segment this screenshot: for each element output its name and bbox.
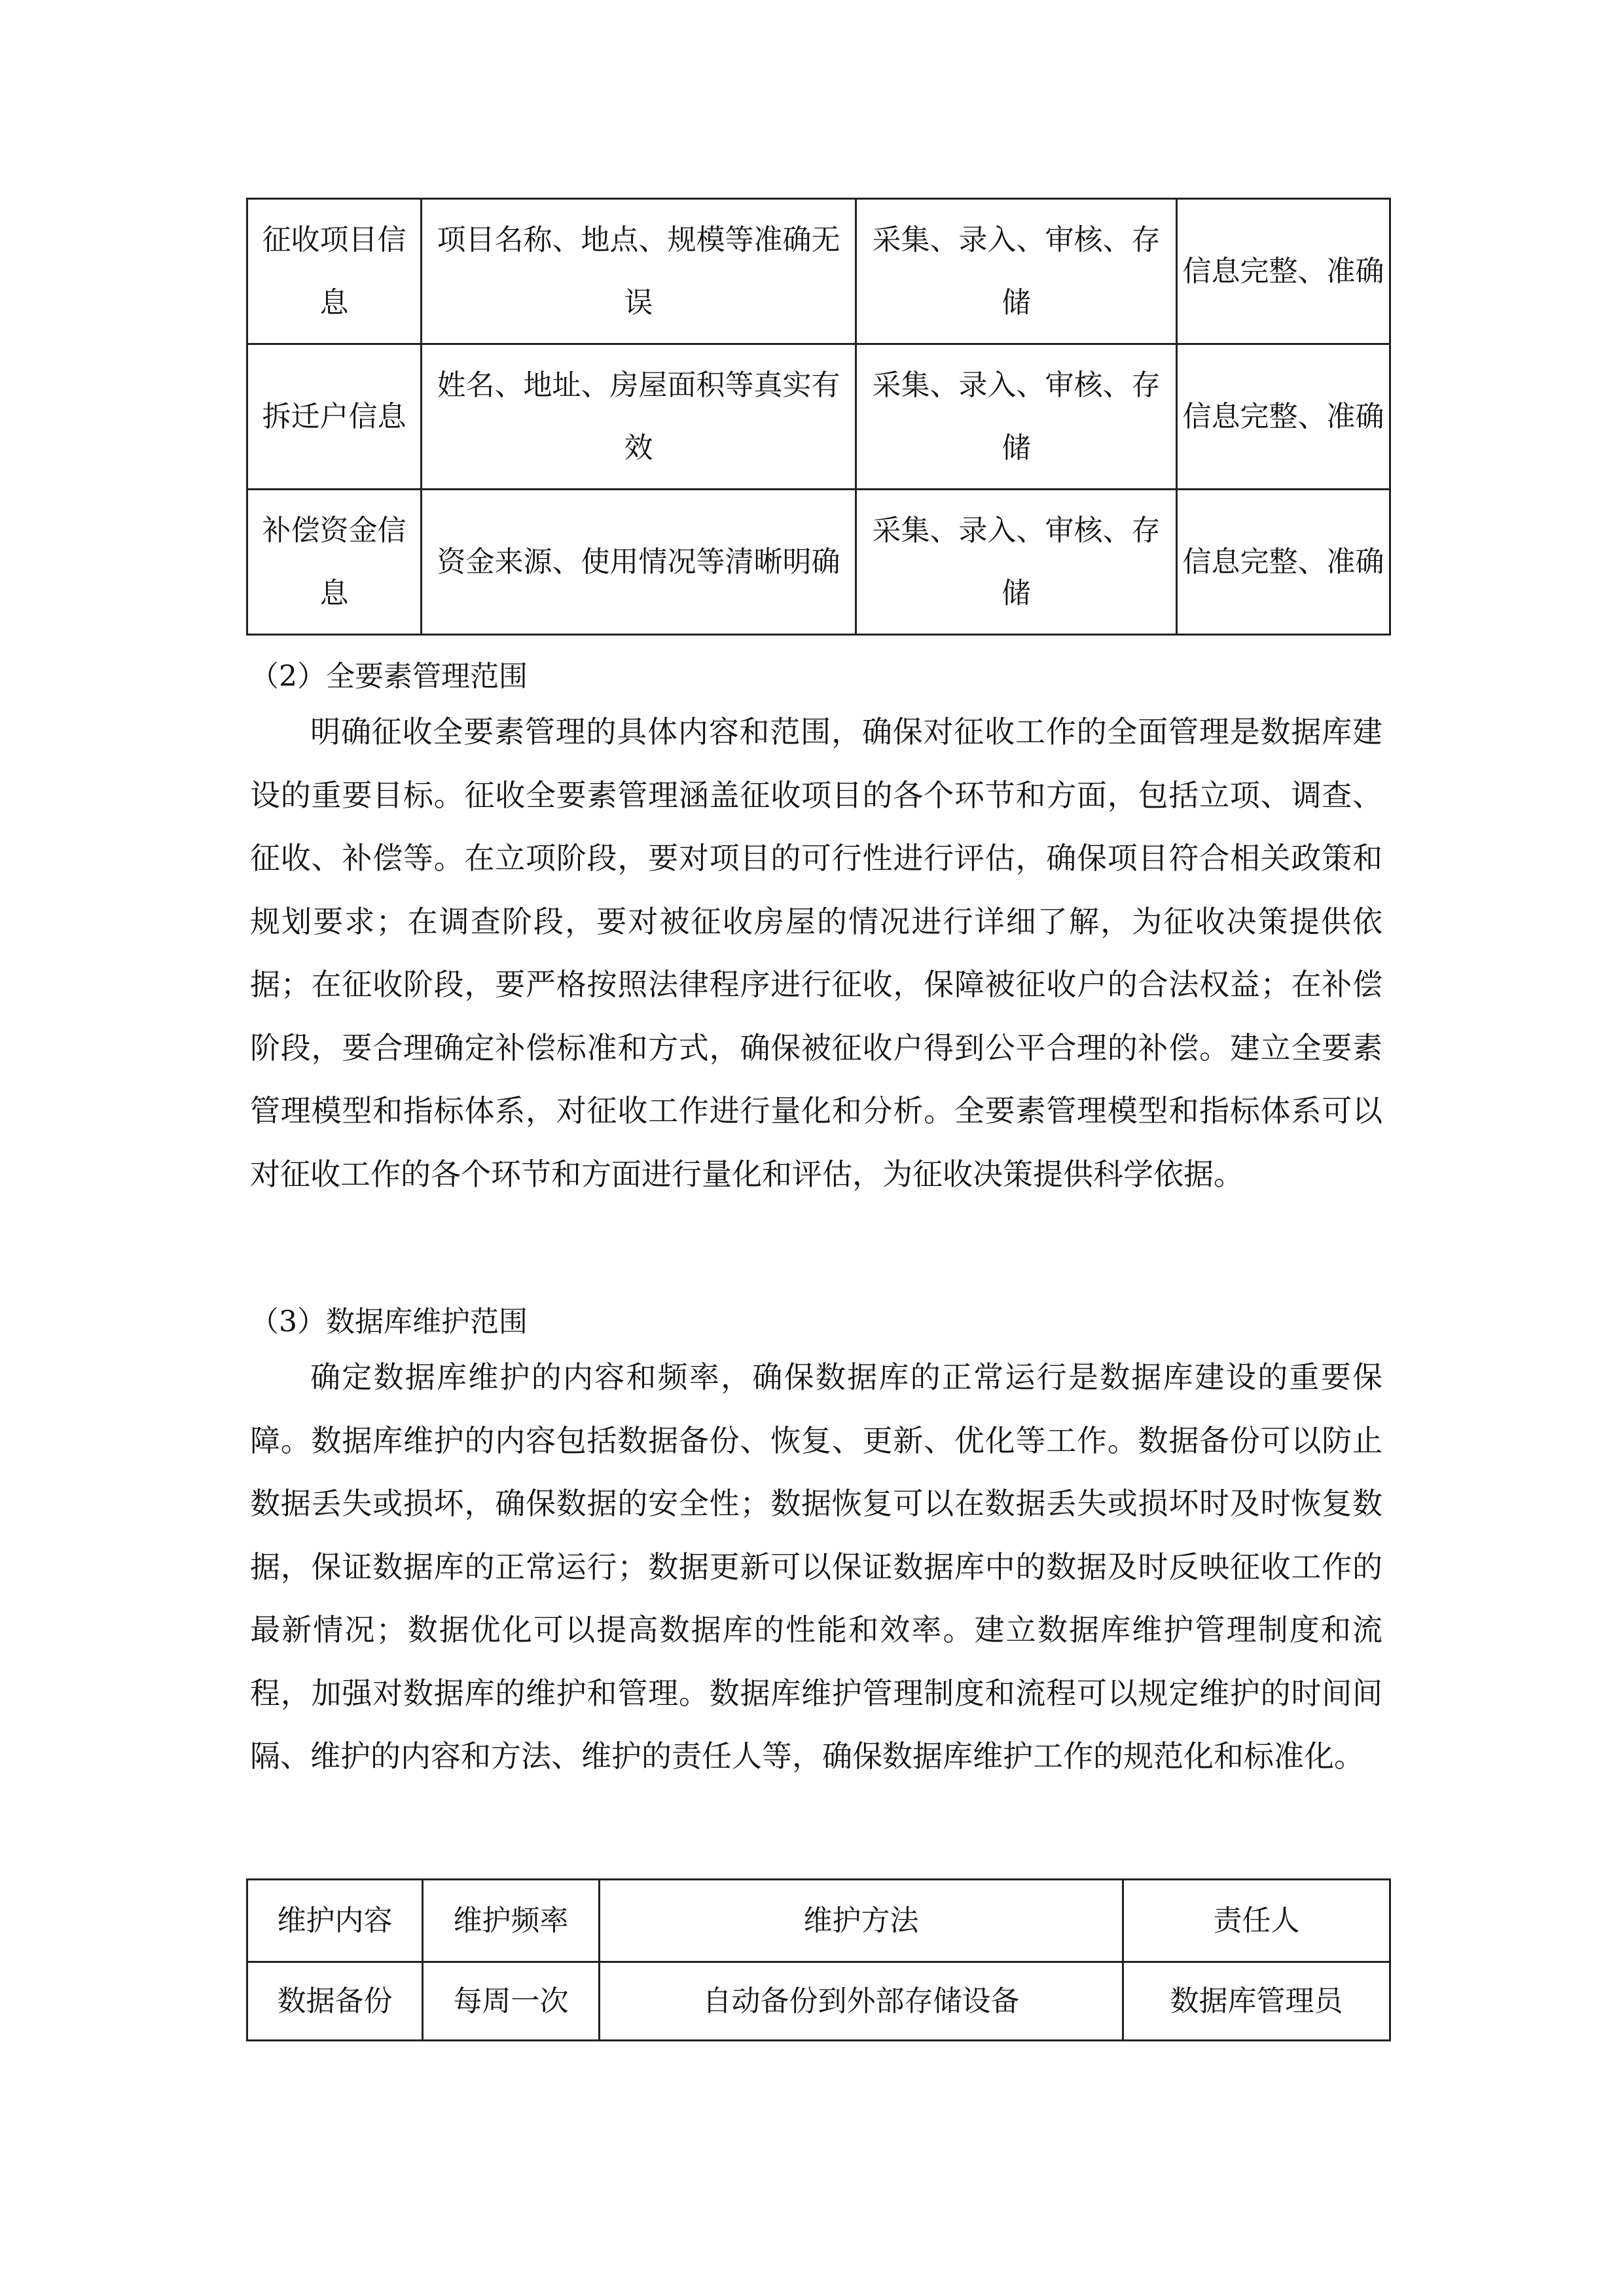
table-row [247,344,1390,490]
table-cell: 拆迁户信息 [247,344,422,490]
section-heading-maintenance: （3）数据库维护范围 [250,1305,528,1338]
table-cell: 资金来源、使用情况等清晰明确 [422,490,856,635]
table-header-cell: 维护方法 [600,1880,1123,1962]
table-row [247,490,1390,635]
table-header-cell: 维护频率 [423,1880,600,1962]
section-paragraph-maintenance: 确定数据库维护的内容和频率，确保数据库的正常运行是数据库建设的重要保障。数据库维护的内容包括数据备份、恢复、更新、优化等工作。数据备份可以防止数据丢失或损坏，确保数据的安全性；数据恢复可以在数据丢失或损坏时及时恢复数据，保证数据库的正常运行；数据更新可以保证数据库中的数据及时反映征收工作的最新情况；数据优化可以提高数据库的性能和效率。建立数据库维护管理制度和流程，加强对数据库的维护和管理。数据库维护管理制度和流程可以规定维护的时间间隔、维护的内容和方法、维护的责任人等，确保数据库维护工作的规范化和标准化。 [250,1359,1382,1774]
table-cell: 数据备份 [247,1962,423,2041]
section-paragraph-scope: 明确征收全要素管理的具体内容和范围，确保对征收工作的全面管理是数据库建设的重要目标。征收全要素管理涵盖征收项目的各个环节和方面，包括立项、调查、征收、补偿等。在立项阶段，要对项目的可行性进行评估，确保项目符合相关政策和规划要求；在调查阶段，要对被征收房屋的情况进行详细了解，为征收决策提供依据；在征收阶段，要严格按照法律程序进行征收，保障被征收户的合法权益；在补偿阶段，要合理确定补偿标准和方式，确保被征收户得到公平合理的补偿。建立全要素管理模型和指标体系，对征收工作进行量化和分析。全要素管理模型和指标体系可以对征收工作的各个环节和方面进行量化和评估，为征收决策提供科学依据。 [250,714,1382,1192]
table-cell: 信息完整、准确 [1177,344,1390,490]
table-cell: 信息完整、准确 [1177,199,1390,344]
table-cell: 每周一次 [423,1962,600,2041]
table-cell: 项目名称、地点、规模等准确无误 [422,199,856,344]
section-heading-scope: （2）全要素管理范围 [250,660,528,693]
table-cell: 数据库管理员 [1123,1962,1390,2041]
maintenance-table [246,1878,1391,2041]
table-row [247,199,1390,344]
table-header-row [247,1880,1390,1962]
table-cell: 姓名、地址、房屋面积等真实有效 [422,344,856,490]
table-cell: 补偿资金信息 [247,490,422,635]
table-cell: 采集、录入、审核、存储 [856,199,1177,344]
table-cell: 自动备份到外部存储设备 [600,1962,1123,2041]
table-cell: 征收项目信息 [247,199,422,344]
table-cell: 采集、录入、审核、存储 [856,490,1177,635]
table-cell: 采集、录入、审核、存储 [856,344,1177,490]
table-header-cell: 维护内容 [247,1880,423,1962]
table-header-cell: 责任人 [1123,1880,1390,1962]
table-cell: 信息完整、准确 [1177,490,1390,635]
table-row [247,1962,1390,2041]
data-collection-table [246,198,1391,636]
